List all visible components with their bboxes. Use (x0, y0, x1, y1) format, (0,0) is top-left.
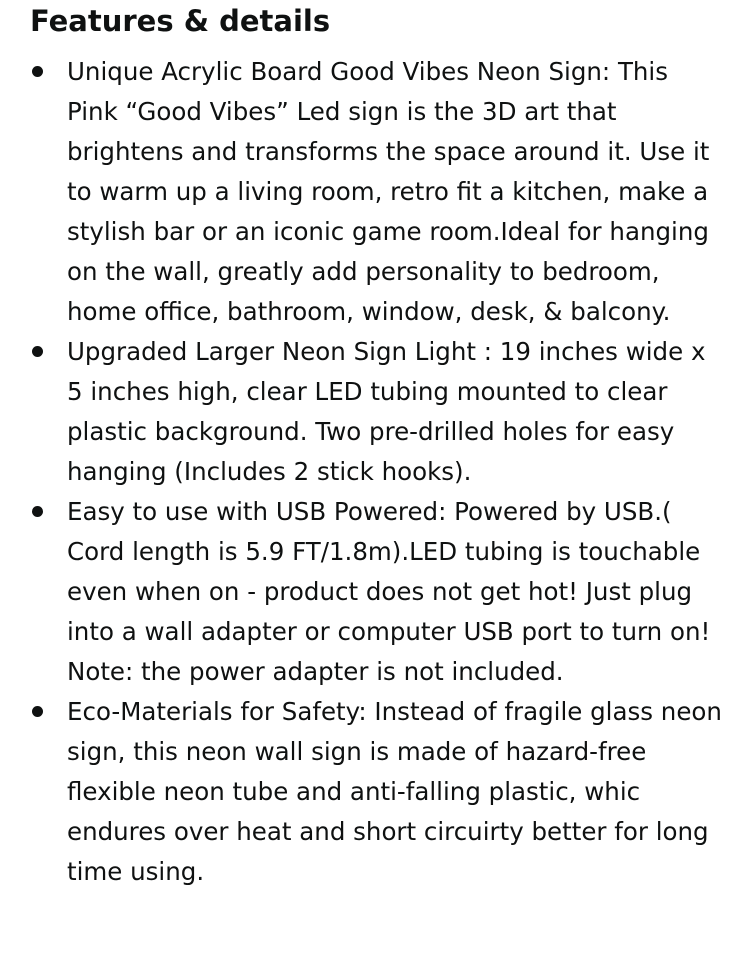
bullet-icon (32, 346, 43, 357)
bullet-icon (32, 66, 43, 77)
feature-text: Easy to use with USB Powered: Powered by USB.( Cord length is 5.9 FT/1.8m).LED tubing is touchable even when on - product does not get hot! Just plug into a wall adapter or computer USB port to turn on! Note: the power adapter is not included. (67, 497, 711, 686)
feature-text: Eco-Materials for Safety: Instead of fragile glass neon sign, this neon wall sign is made of hazard-free flexible neon tube and anti-falling plastic, whic endures over heat and short circuirty better for long time using. (67, 697, 722, 886)
section-title: Features & details (30, 4, 331, 38)
feature-item-eco-materials (30, 692, 726, 892)
bullet-icon (32, 706, 43, 717)
bullet-icon (32, 506, 43, 517)
feature-text: Unique Acrylic Board Good Vibes Neon Sign: This Pink “Good Vibes” Led sign is the 3D art that brightens and transforms the space around it. Use it to warm up a living room, retro fit a kitchen, make a stylish bar or an iconic game room.Ideal for hanging on the wall, greatly add personality to bedroom, home office, bathroom, window, desk, & balcony. (67, 57, 710, 326)
feature-item-usb-power (30, 492, 726, 692)
feature-item-size (30, 332, 726, 492)
feature-text: Upgraded Larger Neon Sign Light : 19 inches wide x 5 inches high, clear LED tubing mounted to clear plastic background. Two pre-drilled holes for easy hanging (Includes 2 stick hooks). (67, 337, 706, 486)
feature-list (30, 52, 726, 892)
feature-item-acrylic-board (30, 52, 726, 332)
